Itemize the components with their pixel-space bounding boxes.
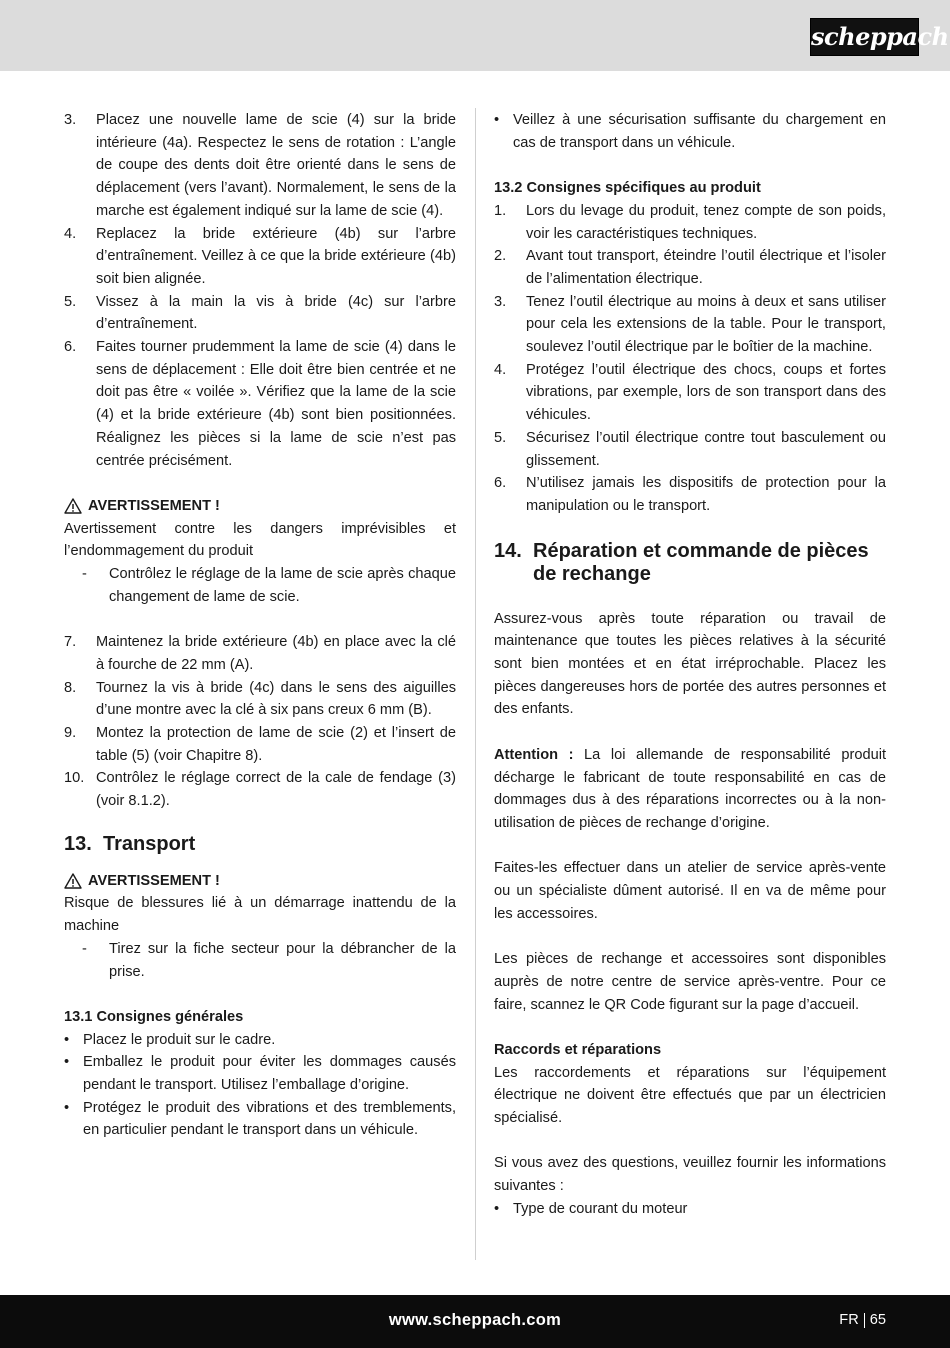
- right-column: [494, 109, 886, 1221]
- left-column: [64, 109, 456, 1142]
- list-item: 9. Montez la protection de lame de scie (2) et l’insert de table (5) (voir Chapitre 8).: [64, 724, 456, 764]
- paragraph-questions: Si vous avez des questions, veuillez fournir les informations suivantes :: [494, 1155, 886, 1195]
- warning-title: AVERTISSEMENT !: [64, 495, 456, 518]
- list-item: 3. Tenez l’outil électrique au moins à deux et sans utiliser pour cela les extensions de la table. Pour le transport, soulevez l’outil électrique par le boîtier de la machine.: [494, 293, 886, 356]
- product-instructions-list: [494, 200, 886, 518]
- raccords-heading: Raccords et réparations: [494, 1041, 662, 1058]
- column-divider: [475, 108, 476, 1260]
- list-item: 5. Vissez à la main la vis à bride (4c) sur l’arbre d’entraînement.: [64, 293, 456, 333]
- warning-list: [82, 938, 456, 983]
- list-item: 8. Tournez la vis à bride (4c) dans le sens des aiguilles d’une montre avec la clé à six pans creux 6 mm (B).: [64, 679, 456, 719]
- list-item: • Type de courant du moteur: [494, 1200, 688, 1217]
- paragraph-attention: Attention : La loi allemande de responsabilité produit décharge le fabricant de toute responsabilité en cas de dommages dus à des réparations incorrectes ou à la non-utilisation de pièces de rechange d’origine.: [494, 746, 886, 831]
- list-item: 3. Placez une nouvelle lame de scie (4) sur la bride intérieure (4a). Respectez le sens de rotation : L’angle de coupe des dents doit être orienté dans le sens de déplacement (vers l’avant). Normalement, le sens de la marche est également indiqué sur la lame de scie (4).: [64, 112, 456, 219]
- section-heading-transport: 13. Transport: [64, 832, 196, 855]
- paragraph-service: Faites-les effectuer dans un atelier de service après-vente ou un spécialiste dûment autorisé. Il en va de même pour les accessoires.: [494, 860, 886, 922]
- list-item: 1. Lors du levage du produit, tenez compte de son poids, voir les caractéristiques techniques.: [494, 202, 886, 242]
- page-indicator: [839, 1310, 886, 1330]
- warning-text: Avertissement contre les dangers imprévisibles et l’endommagement du produit: [64, 520, 456, 560]
- list-item: 6. Faites tourner prudemment la lame de scie (4) dans le sens de déplacement : Elle doit être bien centrée et ne doit pas être « voilée ». Vérifiez que la lame de la scie (4) et la bride extérieure (4b) sont bien positionnées. Réalignez les pièces si la lame de scie n’est pas centrée précisément.: [64, 339, 456, 469]
- warning-title: AVERTISSEMENT !: [64, 870, 456, 893]
- scheppach-logo: scheppach: [810, 18, 919, 56]
- page-header: [0, 0, 950, 71]
- warning-triangle-icon: [64, 498, 82, 514]
- subsection-heading-13-2: 13.2 Consignes spécifiques au produit: [494, 180, 761, 197]
- list-item: 10. Contrôlez le réglage correct de la cale de fendage (3) (voir 8.1.2).: [64, 770, 456, 810]
- language-code: FR: [839, 1312, 859, 1328]
- page-footer: [0, 1295, 950, 1348]
- page-number: 65: [869, 1312, 886, 1328]
- list-item: • Veillez à une sécurisation suffisante du chargement en cas de transport dans un véhicule.: [494, 112, 886, 151]
- paragraph-spare-parts: Les pièces de rechange et accessoires sont disponibles auprès de notre centre de service après-ventre. Pour ce faire, scannez le QR Code figurant sur la page d’accueil.: [494, 951, 886, 1013]
- general-instructions-list: [64, 1029, 456, 1143]
- section-heading-repair: 14. Réparation et commande de pièces de rechange: [494, 539, 869, 585]
- list-item: • Protégez le produit des vibrations et des tremblements, en particulier pendant le transport dans un véhicule.: [64, 1099, 456, 1139]
- subsection-heading-13-1: 13.1 Consignes générales: [64, 1008, 244, 1025]
- list-item: • Placez le produit sur le cadre.: [64, 1031, 276, 1048]
- list-item: 7. Maintenez la bride extérieure (4b) en place avec la clé à fourche de 22 mm (A).: [64, 634, 456, 673]
- paragraph-safety: Assurez-vous après toute réparation ou travail de maintenance que toutes les pièces relatives à la sécurité sont bien montées et en état irréprochable. Placez les pièces dangereuses hors de portée des autres personnes et des enfants.: [494, 610, 886, 718]
- separator: [864, 1313, 865, 1328]
- paragraph-raccords: Les raccordements et réparations sur l’équipement électrique ne doivent être effectués que par un électricien spécialisé.: [494, 1064, 886, 1127]
- list-item: 4. Protégez l’outil électrique des chocs, coups et fortes vibrations, par exemple, lors de son transport dans des véhicules.: [494, 361, 886, 424]
- list-item: 2. Avant tout transport, éteindre l’outil électrique et l’isoler de l’alimentation électrique.: [494, 248, 886, 287]
- website-link[interactable]: www.scheppach.com: [388, 1311, 562, 1329]
- warning-text: Risque de blessures lié à un démarrage inattendu de la machine: [64, 895, 456, 935]
- steps-list-b: [64, 631, 456, 813]
- list-item: - Tirez sur la fiche secteur pour la débrancher de la prise.: [82, 940, 456, 980]
- info-list: [494, 1198, 886, 1221]
- list-item: 4. Replacez la bride extérieure (4b) sur l’arbre d’entraînement. Veillez à ce que la bride extérieure (4b) soit bien alignée.: [64, 225, 456, 287]
- list-item: 5. Sécurisez l’outil électrique contre tout basculement ou glissement.: [494, 429, 886, 469]
- list-item: 6. N’utilisez jamais les dispositifs de protection pour la manipulation ou le transport.: [494, 475, 886, 514]
- warning-triangle-icon: [64, 873, 82, 889]
- steps-list-a: [64, 109, 456, 472]
- list-item: - Contrôlez le réglage de la lame de scie après chaque changement de lame de scie.: [82, 566, 456, 605]
- list-item: • Emballez le produit pour éviter les dommages causés pendant le transport. Utilisez l’emballage d’origine.: [64, 1054, 456, 1094]
- warning-list: [82, 563, 456, 608]
- top-bullet-list: [494, 109, 886, 154]
